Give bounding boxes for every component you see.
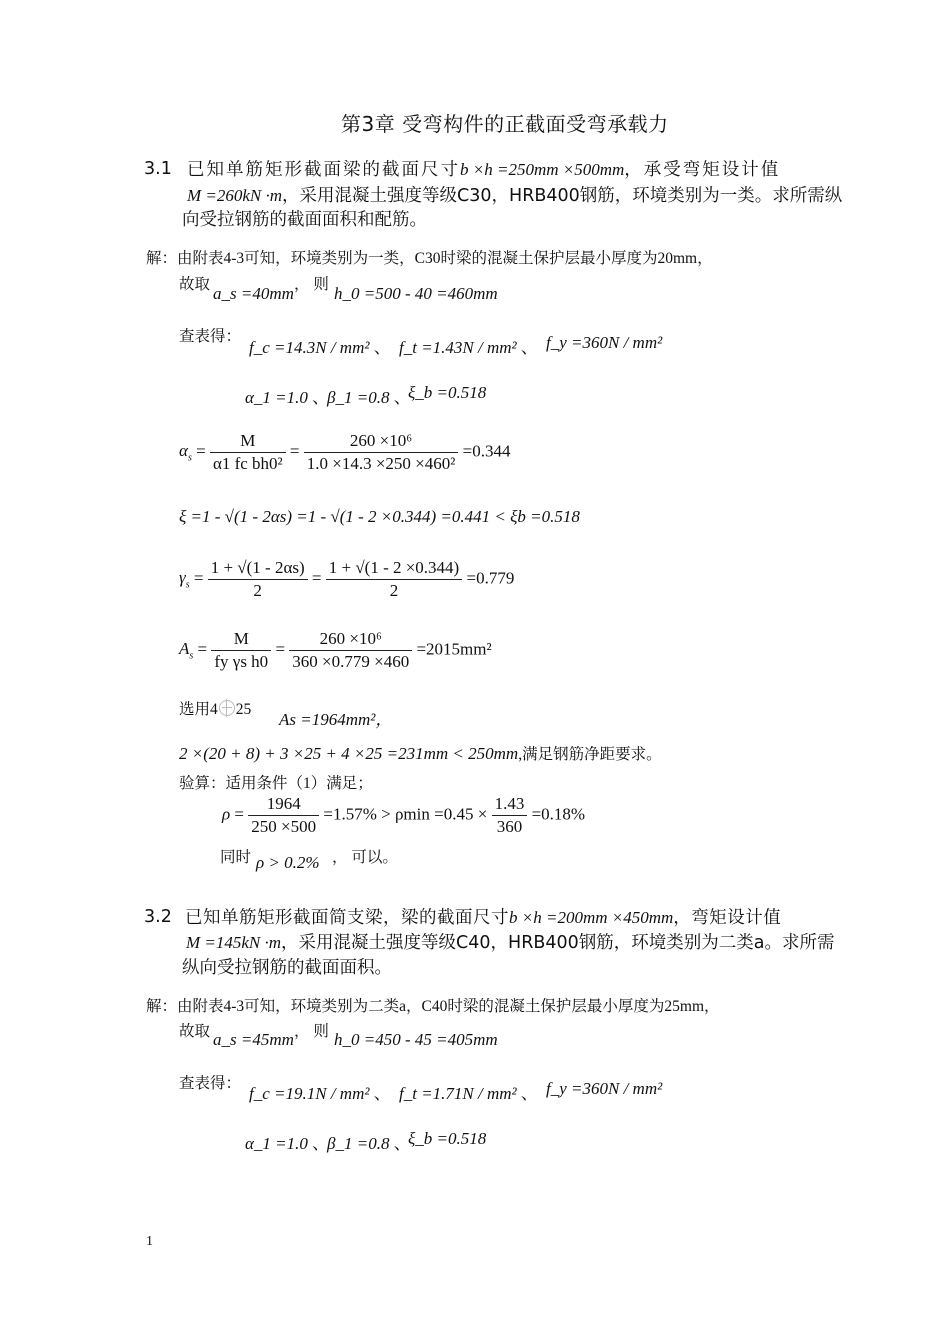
fy-value: f_y =360N / mm² xyxy=(546,333,663,352)
problem-3-2-line2: M =145kN ·m，采用混凝土强度等级C40，HRB400钢筋，环境类别为二类a。求所需 xyxy=(186,933,835,953)
problem-3-2-line3: 纵向受拉钢筋的截面面积。 xyxy=(182,958,392,978)
problem-3-1-number: 3.1 xyxy=(144,159,172,179)
ft-value: f_t =1.43N / mm² 、 xyxy=(399,338,538,357)
as-equation-2: a_s =45mm xyxy=(213,1030,294,1049)
h0-equation-2: h_0 =450 - 45 =405mm xyxy=(334,1030,498,1049)
lookup-label: 查表得： xyxy=(179,328,242,345)
solution-3-1-intro: 解：由附表4-3可知，环境类别为一类，C30时梁的混凝土保护层最小厚度为20mm， xyxy=(146,250,713,267)
alpha1-value: α_1 =1.0 、 xyxy=(245,388,330,407)
fy-value-2: f_y =360N / mm² xyxy=(546,1079,663,1098)
then-label-2: ， 则 xyxy=(294,1023,329,1040)
ok-label: ， 可以。 xyxy=(332,849,398,866)
then-label: ， 则 xyxy=(294,276,329,293)
beta1-value-2: β_1 =0.8 、 xyxy=(327,1134,411,1153)
xib-value-2: ξ_b =0.518 xyxy=(408,1129,487,1148)
solution-3-2-intro: 解：由附表4-3可知，环境类别为二类a，C40时梁的混凝土保护层最小厚度为25mm， xyxy=(146,998,720,1015)
spacing-check: 2 ×(20 + 8) + 3 ×25 + 4 ×25 =231mm < 250mm,满足钢筋净距要求。 xyxy=(179,744,662,763)
page-number: 1 xyxy=(146,1234,153,1249)
chapter-title: 第3章 受弯构件的正截面受弯承载力 xyxy=(341,112,669,136)
check-label: 验算：适用条件（1）满足； xyxy=(179,775,373,792)
gamma-s-equation: $\gamma_s$ = $\frac{1 + √(1 - 2\alpha s)}{2}$ = $\frac{1 + √(1 - 2 \times 0.344)}{2}$ =0.779 xyxy=(179,558,515,600)
select-rebar: 选用4 25 xyxy=(179,701,252,718)
h0-equation: h_0 =500 - 40 =460mm xyxy=(334,284,498,303)
solution-3-2-take: 故取 xyxy=(179,1023,211,1040)
problem-3-1-line1: 已知单筋矩形截面梁的截面尺寸b ×h =250mm ×500mm，承受弯矩设计值 xyxy=(187,160,781,180)
fc-value-2: f_c =19.1N / mm² 、 xyxy=(249,1084,391,1103)
alpha1-value-2: α_1 =1.0 、 xyxy=(245,1134,330,1153)
As-selected: As =1964mm²， xyxy=(279,710,393,729)
beta1-value: β_1 =0.8 、 xyxy=(327,388,411,407)
xi-equation: ξ =1 - √(1 - 2αs) =1 - √(1 - 2 ×0.344) =0.441 < ξb =0.518 xyxy=(179,507,580,526)
problem-3-1-line3: 向受拉钢筋的截面面积和配筋。 xyxy=(182,210,427,230)
rho-min-check: ρ > 0.2% xyxy=(256,853,320,872)
as-equation: a_s =40mm xyxy=(213,284,294,303)
rho-equation: ρ = $\frac{1964}{250 \times 500}$ =1.57% > ρmin =0.45 × $\frac{1.43}{360}$ =0.18% xyxy=(222,794,586,836)
solution-3-1-take: 故取 xyxy=(179,276,211,293)
rebar-symbol-icon xyxy=(219,700,235,716)
also-label: 同时 xyxy=(220,849,252,866)
problem-3-2-number: 3.2 xyxy=(144,907,172,927)
As-equation: $A_s$ = $\frac{M}{\text{fy γs h0}}$ = $\frac{\text{260 ×10⁶}}{360 \times 0.779 \times 460}$ =2015mm² xyxy=(179,629,492,671)
problem-3-1-line2: M =260kN ·m，采用混凝土强度等级C30，HRB400钢筋，环境类别为一类。求所需纵 xyxy=(187,186,843,206)
fc-value: f_c =14.3N / mm² 、 xyxy=(249,338,391,357)
problem-3-2-line1: 已知单筋矩形截面简支梁，梁的截面尺寸b ×h =200mm ×450mm，弯矩设计值 xyxy=(185,908,782,928)
xib-value: ξ_b =0.518 xyxy=(408,383,487,402)
alpha-s-equation: $\alpha_s$ = $\frac{M}{\text{α1 fc bh0²}}$ = $\frac{\text{260 ×10⁶}}{\text{1.0 ×14.3 ×250 ×460²}}$ =0.344 xyxy=(179,431,511,473)
ft-value-2: f_t =1.71N / mm² 、 xyxy=(399,1084,538,1103)
lookup-label-2: 查表得： xyxy=(179,1075,242,1092)
